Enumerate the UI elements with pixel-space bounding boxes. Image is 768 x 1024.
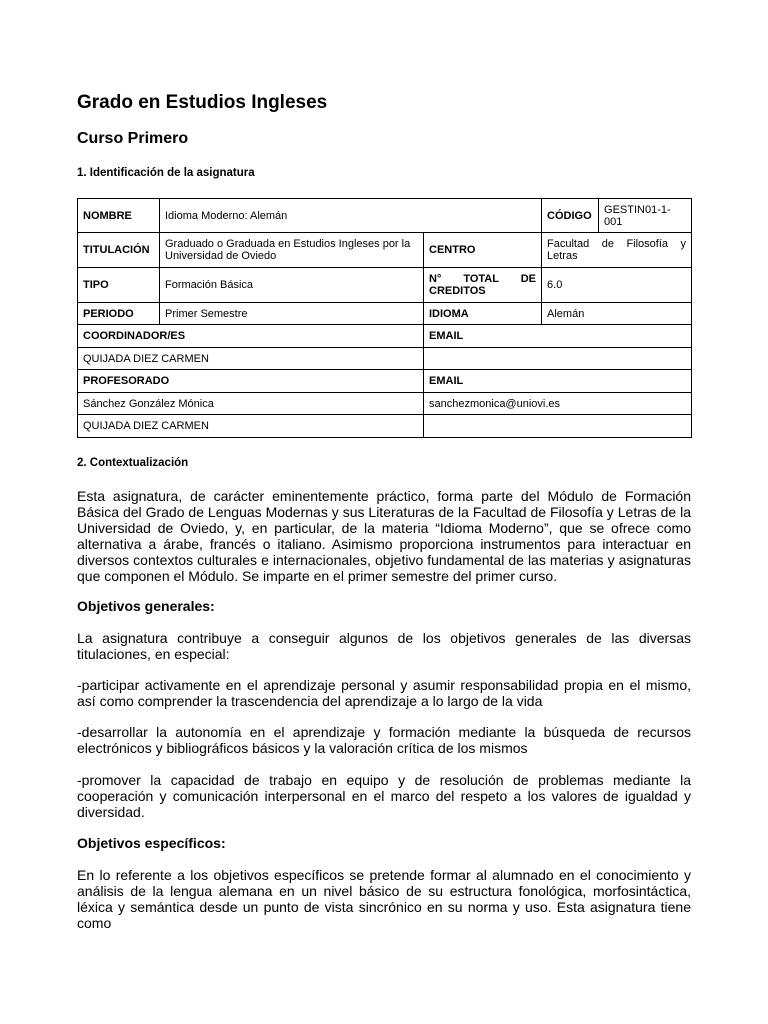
coordinador-email-label: EMAIL	[424, 325, 692, 348]
table-row	[78, 393, 692, 415]
titulacion-value: Graduado o Graduada en Estudios Ingleses por la Universidad de Oviedo	[160, 233, 424, 268]
contextualizacion-paragraph: Esta asignatura, de carácter eminentemente práctico, forma parte del Módulo de Formación Básica del Grado de Lenguas Modernas y sus Literaturas de la Facultad de Filosofía y Letras de la Universidad de Oviedo, y, en particular, de la materia “Idioma Moderno”, que se ofrece como alternativa a árabe, francés o italiano. Asimismo proporciona instrumentos para interactuar en diversos contextos culturales e internacionales, objetivo fundamental de las materias y asignaturas que componen el Módulo. Se imparte en el primer semestre del primer curso.	[77, 488, 691, 584]
section-2-heading: 2. Contextualización	[77, 457, 189, 469]
objetivo-item-1: -participar activamente en el aprendizaje personal y asumir responsabilidad propia en el mismo, así como comprender la trascendencia del aprendizaje a lo largo de la vida	[77, 677, 691, 709]
table-row	[78, 303, 692, 325]
coordinador-label: COORDINADOR/ES	[78, 325, 424, 348]
subject-info-table	[77, 198, 692, 438]
profesor-1-name: Sánchez González Mónica	[78, 393, 424, 415]
table-row	[78, 233, 692, 268]
profesor-2-email	[424, 415, 692, 438]
nombre-label: NOMBRE	[78, 199, 160, 233]
idioma-value: Alemán	[542, 303, 692, 325]
codigo-value: GESTIN01-1-001	[599, 199, 692, 233]
table-row	[78, 268, 692, 303]
course-year-heading: Curso Primero	[77, 130, 189, 147]
tipo-value: Formación Básica	[160, 268, 424, 303]
periodo-label: PERIODO	[78, 303, 160, 325]
objetivos-generales-heading: Objetivos generales:	[77, 598, 215, 614]
section-1-heading: 1. Identificación de la asignatura	[77, 167, 255, 179]
coordinador-name: QUIJADA DIEZ CARMEN	[78, 348, 424, 370]
table-row	[78, 325, 692, 348]
objetivos-generales-intro: La asignatura contribuye a conseguir algunos de los objetivos generales de las diversas titulaciones, en especial:	[77, 630, 691, 662]
profesorado-email-label: EMAIL	[424, 370, 692, 393]
document-title: Grado en Estudios Ingleses	[77, 92, 328, 113]
coordinador-email	[424, 348, 692, 370]
objetivos-especificos-paragraph: En lo referente a los objetivos específicos se pretende formar al alumnado en el conocimiento y análisis de la lengua alemana en un nivel básico de su estructura fonológica, morfosintáctica, léxica y semántica desde un punto de vista sincrónico en su norma y uso. Esta asignatura tiene como	[77, 867, 691, 931]
objetivo-item-3: -promover la capacidad de trabajo en equipo y de resolución de problemas mediante la cooperación y comunicación interpersonal en el marco del respeto a los valores de igualdad y diversidad.	[77, 772, 691, 820]
idioma-label: IDIOMA	[424, 303, 542, 325]
table-row	[78, 348, 692, 370]
tipo-label: TIPO	[78, 268, 160, 303]
profesor-1-email: sanchezmonica@uniovi.es	[424, 393, 692, 415]
table-row	[78, 415, 692, 438]
table-row	[78, 370, 692, 393]
centro-label: CENTRO	[424, 233, 542, 268]
centro-value: Facultad de Filosofía y Letras	[542, 233, 692, 268]
table-row	[78, 199, 692, 233]
periodo-value: Primer Semestre	[160, 303, 424, 325]
nombre-value: Idioma Moderno: Alemán	[160, 199, 542, 233]
creditos-label: N° TOTAL DE CREDITOS	[424, 268, 542, 303]
objetivo-item-2: -desarrollar la autonomía en el aprendizaje y formación mediante la búsqueda de recursos electrónicos y bibliográficos básicos y la valoración crítica de los mismos	[77, 724, 691, 756]
profesorado-label: PROFESORADO	[78, 370, 424, 393]
profesor-2-name: QUIJADA DIEZ CARMEN	[78, 415, 424, 438]
creditos-value: 6.0	[542, 268, 692, 303]
objetivos-especificos-heading: Objetivos específicos:	[77, 835, 226, 851]
codigo-label: CÓDIGO	[542, 199, 599, 233]
titulacion-label: TITULACIÓN	[78, 233, 160, 268]
